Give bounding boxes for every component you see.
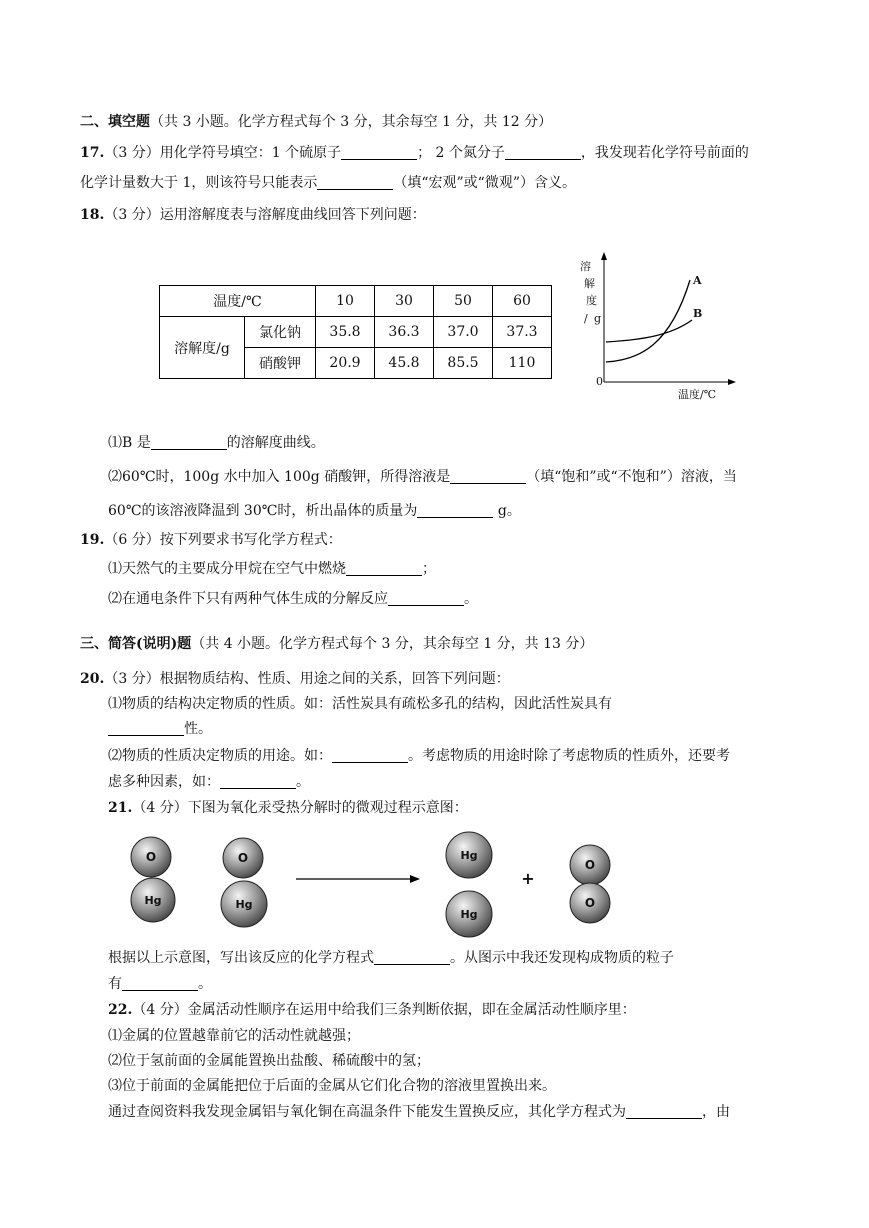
temp-cell: 60 bbox=[493, 286, 552, 317]
curve-a-label: A bbox=[693, 274, 702, 287]
answer-blank[interactable] bbox=[122, 976, 198, 991]
curve-b-label: B bbox=[693, 307, 703, 320]
value-cell: 37.0 bbox=[434, 317, 493, 348]
y-axis-char: 解 bbox=[584, 277, 595, 290]
question-17-line-2: 化学计量数大于 1，则该符号只能表示 （填“宏观”或“微观”）含义。 bbox=[80, 175, 576, 191]
atom-label: O bbox=[584, 896, 596, 910]
temp-header: 温度/℃ bbox=[160, 286, 316, 317]
y-axis-char: 溶 bbox=[580, 260, 591, 273]
question-18-part-3: 60℃的该溶液降温到 30℃时，析出晶体的质量为 g。 bbox=[108, 503, 521, 519]
atom-label: O bbox=[237, 851, 249, 865]
section-3-heading: 三、简答(说明)题（共 4 小题。化学方程式每个 3 分，其余每空 1 分，共 13 分） bbox=[80, 636, 594, 652]
value-cell: 45.8 bbox=[375, 348, 434, 379]
question-19-part-1: ⑴天然气的主要成分甲烷在空气中燃烧 ； bbox=[108, 561, 436, 577]
x-axis-label: 温度/℃ bbox=[678, 388, 717, 401]
atom-label: Hg bbox=[460, 908, 478, 921]
answer-blank[interactable] bbox=[332, 748, 408, 763]
question-21-intro: 21.（4 分）下图为氧化汞受热分解时的微观过程示意图： bbox=[108, 800, 468, 816]
atom-label: O bbox=[584, 858, 596, 872]
rule-3: ⑶位于前面的金属能把位于后面的金属从它们化合物的溶液里置换出来。 bbox=[108, 1078, 556, 1094]
answer-blank[interactable] bbox=[388, 591, 464, 606]
question-19-part-2: ⑵在通电条件下只有两种气体生成的分解反应 。 bbox=[108, 591, 478, 607]
mercury-oxide-decomposition-diagram bbox=[120, 828, 640, 943]
question-21-part-1: 根据以上示意图，写出该反应的化学方程式 。从图示中我还发现构成物质的粒子 bbox=[108, 950, 674, 966]
curve-b bbox=[606, 320, 692, 342]
substance-name: 氯化钠 bbox=[245, 317, 316, 348]
value-cell: 36.3 bbox=[375, 317, 434, 348]
atom-label: Hg bbox=[144, 894, 162, 907]
answer-blank[interactable] bbox=[450, 469, 526, 484]
origin-label: 0 bbox=[596, 375, 603, 388]
temp-cell: 30 bbox=[375, 286, 434, 317]
y-axis-char: 度 bbox=[586, 294, 597, 307]
value-cell: 35.8 bbox=[316, 317, 375, 348]
solubility-curve-graph bbox=[570, 250, 740, 405]
answer-blank[interactable] bbox=[417, 503, 493, 518]
solubility-label: 溶解度/g bbox=[160, 317, 245, 379]
answer-blank[interactable] bbox=[505, 145, 581, 160]
rule-1: ⑴金属的位置越靠前它的活动性就越强； bbox=[108, 1028, 360, 1044]
section-2-heading: 二、填空题（共 3 小题。化学方程式每个 3 分，其余每空 1 分，共 12 分） bbox=[80, 114, 553, 130]
reaction-arrow-head bbox=[410, 875, 420, 883]
question-22-part-1: 通过查阅资料我发现金属铝与氧化铜在高温条件下能发生置换反应，其化学方程式为 ，由 bbox=[108, 1104, 730, 1120]
question-18-intro: 18.（3 分）运用溶解度表与溶解度曲线回答下列问题： bbox=[80, 207, 426, 223]
question-20-part-2: ⑵物质的性质决定物质的用途。如： 。考虑物质的用途时除了考虑物质的性质外，还要考 bbox=[108, 748, 730, 764]
value-cell: 110 bbox=[493, 348, 552, 379]
curve-a bbox=[606, 280, 690, 362]
question-20-intro: 20.（3 分）根据物质结构、性质、用途之间的关系，回答下列问题： bbox=[80, 671, 510, 687]
answer-blank[interactable] bbox=[220, 774, 296, 789]
value-cell: 20.9 bbox=[316, 348, 375, 379]
atom-label: Hg bbox=[460, 849, 478, 862]
answer-blank[interactable] bbox=[108, 721, 184, 736]
y-axis-char: / bbox=[584, 312, 588, 325]
question-18-part-1: ⑴B 是 的溶解度曲线。 bbox=[108, 435, 325, 451]
question-20-part-2-cont: 虑多种因素，如： 。 bbox=[108, 774, 310, 790]
answer-blank[interactable] bbox=[626, 1104, 702, 1119]
answer-blank[interactable] bbox=[341, 145, 417, 160]
question-19-intro: 19.（6 分）按下列要求书写化学方程式： bbox=[80, 532, 342, 548]
question-22-intro: 22.（4 分）金属活动性顺序在运用中给我们三条判断依据，即在金属活动性顺序里： bbox=[108, 1002, 636, 1018]
value-cell: 85.5 bbox=[434, 348, 493, 379]
rule-2: ⑵位于氢前面的金属能置换出盐酸、稀硫酸中的氢； bbox=[108, 1053, 430, 1069]
answer-blank[interactable] bbox=[151, 435, 227, 450]
y-axis-char: g bbox=[594, 312, 602, 325]
y-axis-arrow bbox=[601, 252, 607, 260]
answer-blank[interactable] bbox=[346, 561, 422, 576]
question-21-part-1-cont: 有 。 bbox=[108, 976, 212, 992]
atom-label: O bbox=[145, 850, 157, 864]
question-20-part-1: ⑴物质的结构决定物质的性质。如：活性炭具有疏松多孔的结构，因此活性炭具有 bbox=[108, 696, 612, 712]
answer-blank[interactable] bbox=[374, 950, 450, 965]
atom-label: Hg bbox=[235, 898, 253, 911]
question-18-part-2: ⑵60℃时，100g 水中加入 100g 硝酸钾，所得溶液是 （填“饱和”或“不饱和”）溶液，当 bbox=[108, 469, 737, 485]
substance-name: 硝酸钾 bbox=[245, 348, 316, 379]
plus-sign: + bbox=[521, 869, 535, 888]
x-axis-arrow bbox=[728, 379, 736, 385]
temp-cell: 50 bbox=[434, 286, 493, 317]
temp-cell: 10 bbox=[316, 286, 375, 317]
solubility-table bbox=[159, 285, 552, 379]
value-cell: 37.3 bbox=[493, 317, 552, 348]
answer-blank[interactable] bbox=[317, 175, 393, 190]
question-17-line-1: 17.（3 分）用化学符号填空：1 个硫原子 ； 2 个氮分子 ，我发现若化学符号前面的 bbox=[80, 145, 749, 161]
question-20-part-1-cont: 性。 bbox=[108, 720, 212, 738]
